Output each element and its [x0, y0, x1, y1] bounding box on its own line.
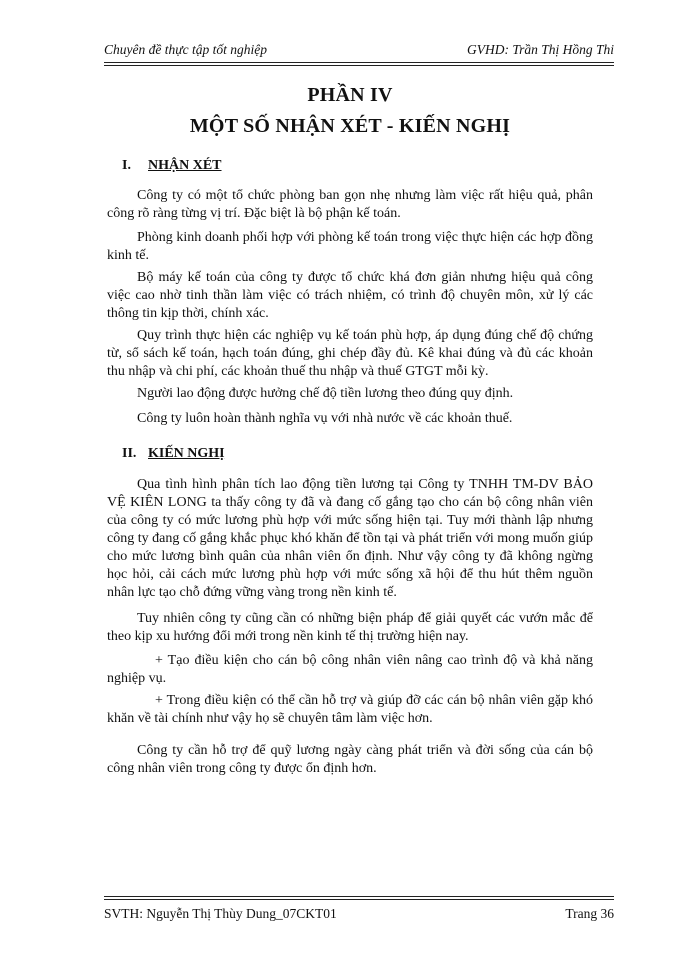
bullet-paragraph: + Trong điều kiện có thể cần hỗ trợ và giúp đỡ các cán bộ nhân viên gặp khó khăn về tài chính như vậy họ sẽ chuyên tâm làm việc hơn.	[107, 693, 593, 726]
paragraph: Tuy nhiên công ty cũng cần có những biện pháp để giải quyết các vướn mắc để theo kịp xu hướng đổi mới trong nền kinh tế thị trường hiện nay.	[107, 611, 593, 644]
page-number: Trang 36	[565, 906, 614, 921]
section-number: I.	[122, 158, 131, 173]
paragraph: Công ty cần hỗ trợ để quỹ lương ngày càng phát triển và đời sống của cán bộ công nhân viên trong công ty được ổn định hơn.	[107, 743, 593, 776]
page-footer	[104, 906, 614, 926]
footer-student: SVTH: Nguyễn Thị Thùy Dung_07CKT01	[104, 906, 337, 921]
paragraph: Công ty có một tổ chức phòng ban gọn nhẹ nhưng làm việc rất hiệu quả, phân công rõ ràng từng vị trí. Đặc biệt là bộ phận kế toán.	[107, 188, 593, 221]
paragraph: Quy trình thực hiện các nghiệp vụ kế toán phù hợp, áp dụng đúng chế độ chứng từ, sổ sách kế toán, hạch toán đúng, ghi chép đầy đủ. Kê khai đúng và đủ các khoản thu nhập và chi phí, các khoản thuế thu nhập và thuế GTGT mỗi kỳ.	[107, 328, 593, 379]
chapter-title: MỘT SỐ NHẬN XÉT - KIẾN NGHỊ	[189, 115, 511, 137]
section-number: II.	[122, 446, 137, 461]
paragraph: Qua tình hình phân tích lao động tiền lương tại Công ty TNHH TM-DV BẢO VỆ KIÊN LONG ta thấy công ty đã và đang cố gắng tạo cho cán bộ công nhân viên của công ty có mức lương phù hợp với mức sống hiện tại. Tuy mới thành lập nhưng công ty đang cố gắng khắc phục khó khăn để tồn tại và phát triển với mong muốn giúp cho mức lương bình quân của nhân viên ổn định. Như vậy công ty đã không ngừng học hỏi, cải cách mức lương phù hợp với mức sống xã hội để thu hút thêm nguồn nhân lực tạo chỗ đứng vững vàng trong nền kinh tế.	[107, 477, 593, 600]
header-supervisor: GVHD: Trần Thị Hồng Thi	[466, 42, 614, 57]
page-header	[104, 42, 614, 62]
paragraph: Người lao động được hưởng chế độ tiền lương theo đúng quy định.	[137, 386, 514, 401]
paragraph: Bộ máy kế toán của công ty được tổ chức khá đơn giản nhưng hiệu quả công việc cao nhờ tinh thần làm việc có trách nhiệm, có trình độ chuyên môn, xử lý các thông tin kịp thời, chính xác.	[107, 270, 593, 321]
section-heading-kien-nghi	[122, 446, 225, 462]
paragraph: Công ty luôn hoàn thành nghĩa vụ với nhà nước về các khoản thuế.	[137, 411, 513, 426]
paragraph: Phòng kinh doanh phối hợp với phòng kế toán trong việc thực hiện các hợp đồng kinh tế.	[107, 230, 593, 263]
section-title: NHẬN XÉT	[148, 158, 222, 173]
part-title: PHẦN IV	[307, 84, 393, 106]
bullet-paragraph: + Tạo điều kiện cho cán bộ công nhân viên nâng cao trình độ và khả năng nghiệp vụ.	[107, 653, 593, 686]
section-heading-nhan-xet	[122, 158, 222, 174]
header-document-title: Chuyên đề thực tập tốt nghiệp	[104, 42, 267, 57]
section-title: KIẾN NGHỊ	[148, 446, 225, 461]
